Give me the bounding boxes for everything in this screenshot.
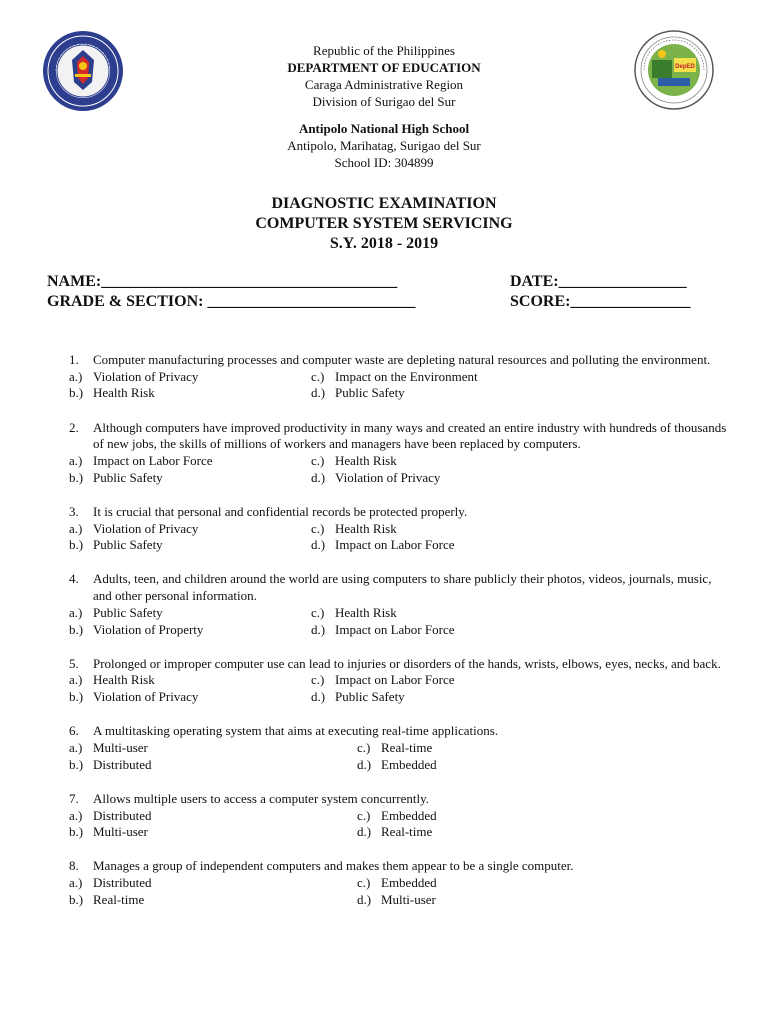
school-id: School ID: 304899 (334, 155, 434, 170)
option-row (0, 537, 768, 554)
option-c-label: c.) (357, 875, 371, 891)
document-header (0, 42, 768, 171)
option-d-text: Multi-user (381, 891, 436, 907)
option-d-label: d.) (357, 824, 372, 840)
question-item (0, 723, 768, 773)
option-d-label: d.) (357, 756, 372, 772)
question-number: 6. (69, 723, 79, 739)
question-text: Adults, teen, and children around the world are using computers to share publicly their photos, videos, journals, music, and other personal information. (93, 571, 712, 604)
option-row (0, 672, 768, 689)
header-region: Caraga Administrative Region (304, 77, 464, 92)
option-b-label: b.) (69, 689, 84, 705)
option-b-text: Violation of Property (93, 621, 204, 637)
option-row (0, 521, 768, 538)
question-item (0, 352, 768, 402)
option-row (0, 757, 768, 774)
question-number: 3. (69, 503, 79, 519)
question-item (0, 656, 768, 706)
option-b-label: b.) (69, 469, 84, 485)
option-row (0, 740, 768, 757)
option-a-text: Distributed (93, 875, 152, 891)
option-d-text: Violation of Privacy (335, 469, 441, 485)
option-a-text: Impact on Labor Force (93, 452, 213, 468)
option-a-label: a.) (69, 604, 83, 620)
grade-section-field: GRADE & SECTION: __________________________ (47, 293, 416, 310)
option-a-text: Distributed (93, 807, 152, 823)
option-c-label: c.) (311, 604, 325, 620)
option-a-text: Violation of Privacy (93, 520, 199, 536)
question-item (0, 420, 768, 487)
option-c-label: c.) (311, 672, 325, 688)
option-a-label: a.) (69, 672, 83, 688)
option-d-text: Public Safety (335, 689, 405, 705)
option-a-text: Public Safety (93, 604, 163, 620)
question-text: Although computers have improved productivity in many ways and created an entire industry with hundreds of thousands of new jobs, the skills of millions of workers and managers have been replaced by computers. (93, 419, 727, 452)
option-row (0, 385, 768, 402)
option-b-text: Health Risk (93, 385, 155, 401)
question-number: 2. (69, 419, 79, 435)
question-number: 7. (69, 790, 79, 806)
option-c-text: Health Risk (335, 520, 397, 536)
option-c-text: Real-time (381, 740, 433, 755)
option-c-label: c.) (357, 807, 371, 823)
question-text: Prolonged or improper computer use can lead to injuries or disorders of the hands, wrists, elbows, eyes, necks, and back. (93, 655, 721, 671)
option-d-label: d.) (311, 385, 326, 401)
header-division: Division of Surigao del Sur (312, 94, 456, 109)
option-d-label: d.) (311, 689, 326, 705)
school-name: Antipolo National High School (298, 121, 470, 136)
question-item (0, 571, 768, 638)
option-b-text: Violation of Privacy (93, 689, 199, 705)
option-c-label: c.) (311, 452, 325, 468)
option-b-text: Real-time (93, 891, 145, 907)
option-c-text: Embedded (381, 875, 437, 891)
question-text: A multitasking operating system that aims at executing real-time applications. (93, 723, 499, 739)
option-row (0, 453, 768, 470)
option-row (0, 689, 768, 706)
option-b-text: Public Safety (93, 537, 163, 553)
option-b-text: Distributed (93, 756, 152, 772)
option-b-label: b.) (69, 385, 84, 401)
date-field: DATE:________________ (510, 273, 687, 290)
option-b-label: b.) (69, 824, 84, 840)
option-d-text: Public Safety (335, 385, 405, 401)
student-info-fields (47, 272, 727, 312)
option-d-text: Impact on Labor Force (335, 621, 455, 637)
option-row (0, 605, 768, 622)
option-row (0, 470, 768, 487)
option-row (0, 892, 768, 909)
exam-title-line1: DIAGNOSTIC EXAMINATION (271, 195, 497, 212)
option-d-label: d.) (357, 891, 372, 907)
option-d-label: d.) (311, 537, 326, 553)
option-row (0, 622, 768, 639)
question-text: Allows multiple users to access a computer system concurrently. (93, 790, 429, 806)
option-d-text: Impact on Labor Force (335, 537, 455, 553)
option-d-label: d.) (311, 469, 326, 485)
option-c-label: c.) (311, 520, 325, 536)
option-a-text: Multi-user (93, 740, 148, 755)
option-a-label: a.) (69, 807, 83, 823)
option-a-text: Violation of Privacy (93, 368, 199, 384)
option-c-text: Embedded (381, 807, 437, 823)
header-republic: Republic of the Philippines (313, 43, 455, 58)
question-text: Manages a group of independent computers and makes them appear to be a single computer. (93, 858, 574, 874)
option-b-label: b.) (69, 621, 84, 637)
name-field: NAME:_____________________________________ (47, 273, 398, 290)
question-item (0, 504, 768, 554)
option-b-label: b.) (69, 537, 84, 553)
option-a-label: a.) (69, 740, 83, 755)
exam-title-line2: COMPUTER SYSTEM SERVICING (255, 215, 513, 232)
question-number: 8. (69, 858, 79, 874)
option-d-text: Real-time (381, 824, 433, 840)
option-row (0, 824, 768, 841)
option-row (0, 875, 768, 892)
option-d-label: d.) (311, 621, 326, 637)
question-number: 5. (69, 655, 79, 671)
option-a-label: a.) (69, 452, 83, 468)
question-text: It is crucial that personal and confidential records be protected properly. (93, 503, 468, 519)
option-row (0, 369, 768, 386)
option-row (0, 808, 768, 825)
exam-title-line3: S.Y. 2018 - 2019 (329, 235, 439, 252)
option-a-label: a.) (69, 520, 83, 536)
option-c-label: c.) (311, 368, 325, 384)
option-c-text: Health Risk (335, 604, 397, 620)
option-a-text: Health Risk (93, 672, 155, 688)
option-b-text: Multi-user (93, 824, 148, 840)
question-text: Computer manufacturing processes and computer waste are depleting natural resources and polluting the environment. (93, 352, 711, 367)
question-number: 1. (69, 352, 79, 367)
option-d-text: Embedded (381, 756, 437, 772)
option-b-label: b.) (69, 891, 84, 907)
score-field: SCORE:_______________ (510, 293, 691, 310)
option-c-text: Health Risk (335, 452, 397, 468)
option-c-label: c.) (357, 740, 371, 755)
question-number: 4. (69, 571, 79, 587)
option-b-text: Public Safety (93, 469, 163, 485)
question-list (0, 352, 768, 926)
exam-title (0, 194, 768, 254)
header-department: DEPARTMENT OF EDUCATION (287, 60, 481, 75)
option-c-text: Impact on Labor Force (335, 672, 455, 688)
question-item (0, 791, 768, 841)
option-c-text: Impact on the Environment (335, 368, 478, 384)
option-b-label: b.) (69, 756, 84, 772)
svg-text:DepED: DepED (675, 64, 695, 70)
option-a-label: a.) (69, 368, 83, 384)
question-item (0, 858, 768, 908)
school-address: Antipolo, Marihatag, Surigao del Sur (287, 138, 481, 153)
option-a-label: a.) (69, 875, 83, 891)
